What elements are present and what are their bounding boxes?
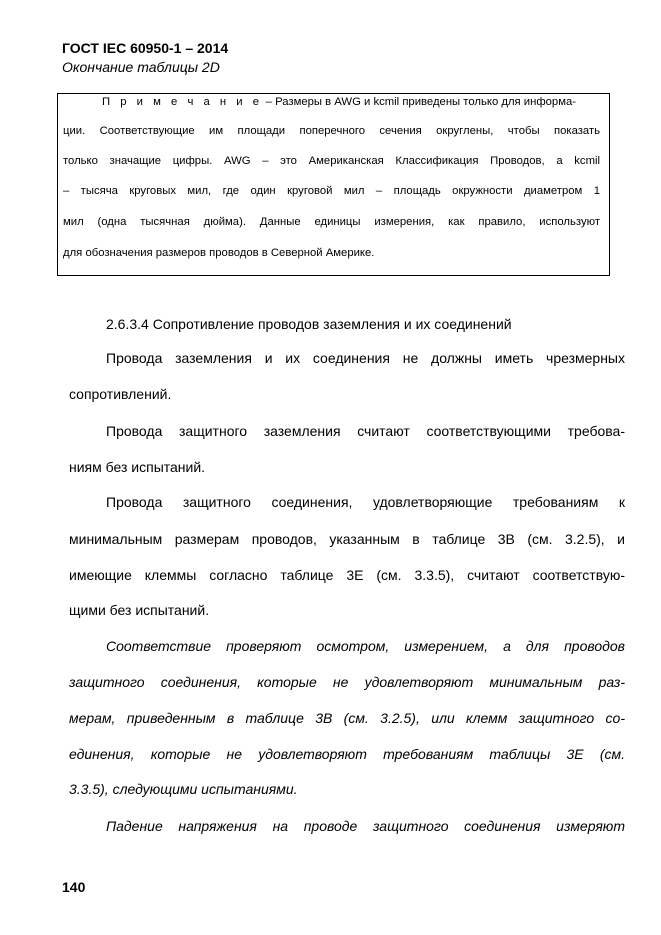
note-line: [102, 96, 576, 108]
paragraph-line: Провода защитного заземления считают соответствующими требова-: [106, 423, 625, 439]
standard-title: ГОСТ IEC 60950-1 – 2014: [62, 40, 229, 56]
paragraph-line: имеющие клеммы согласно таблице 3Е (см. 3.3.5), считают соответствую-: [69, 567, 625, 583]
paragraph-line: Провода защитного соединения, удовлетворяющие требованиям к: [106, 494, 625, 510]
section-heading: 2.6.3.4 Сопротивление проводов заземления и их соединений: [106, 316, 512, 332]
table-continuation-caption: Окончание таблицы 2D: [62, 59, 220, 75]
note-label: П р и м е ч а н и е: [102, 96, 263, 108]
note-line: – тысяча круговых мил, где один круговой мил – площадь окружности диаметром 1: [63, 185, 600, 197]
note-text: – Размеры в AWG и kcmil приведены только для информа-: [262, 96, 577, 108]
paragraph-line: защитного соединения, которые не удовлетворяют минимальным раз-: [69, 674, 625, 690]
paragraph-line: щими без испытаний.: [69, 602, 210, 618]
paragraph-line: сопротивлений.: [69, 386, 172, 402]
paragraph-line: Падение напряжения на проводе защитного соединения измеряют: [106, 818, 625, 834]
paragraph-line: единения, которые не удовлетворяют требованиям таблицы 3Е (см.: [69, 746, 625, 762]
paragraph-line: минимальным размерам проводов, указанным в таблице 3В (см. 3.2.5), и: [69, 531, 625, 547]
note-line: мил (одна тысячная дюйма). Данные единицы измерения, как правило, используют: [63, 216, 600, 228]
paragraph-line: Провода заземления и их соединения не должны иметь чрезмерных: [106, 350, 625, 366]
note-line: только значащие цифры. AWG – это Американская Классификация Проводов, а kcmil: [63, 155, 600, 167]
note-line: ции. Соответствующие им площади поперечного сечения округлены, чтобы показать: [63, 125, 600, 137]
paragraph-line: Соответствие проверяют осмотром, измерением, а для проводов: [106, 638, 625, 654]
paragraph-line: 3.3.5), следующими испытаниями.: [69, 781, 298, 797]
page-number: 140: [62, 879, 86, 895]
note-line: для обозначения размеров проводов в Северной Америке.: [63, 247, 375, 259]
paragraph-line: ниям без испытаний.: [69, 459, 206, 475]
note-box: [57, 93, 610, 276]
paragraph-line: мерам, приведенным в таблице 3В (см. 3.2.5), или клемм защитного со-: [69, 710, 625, 726]
